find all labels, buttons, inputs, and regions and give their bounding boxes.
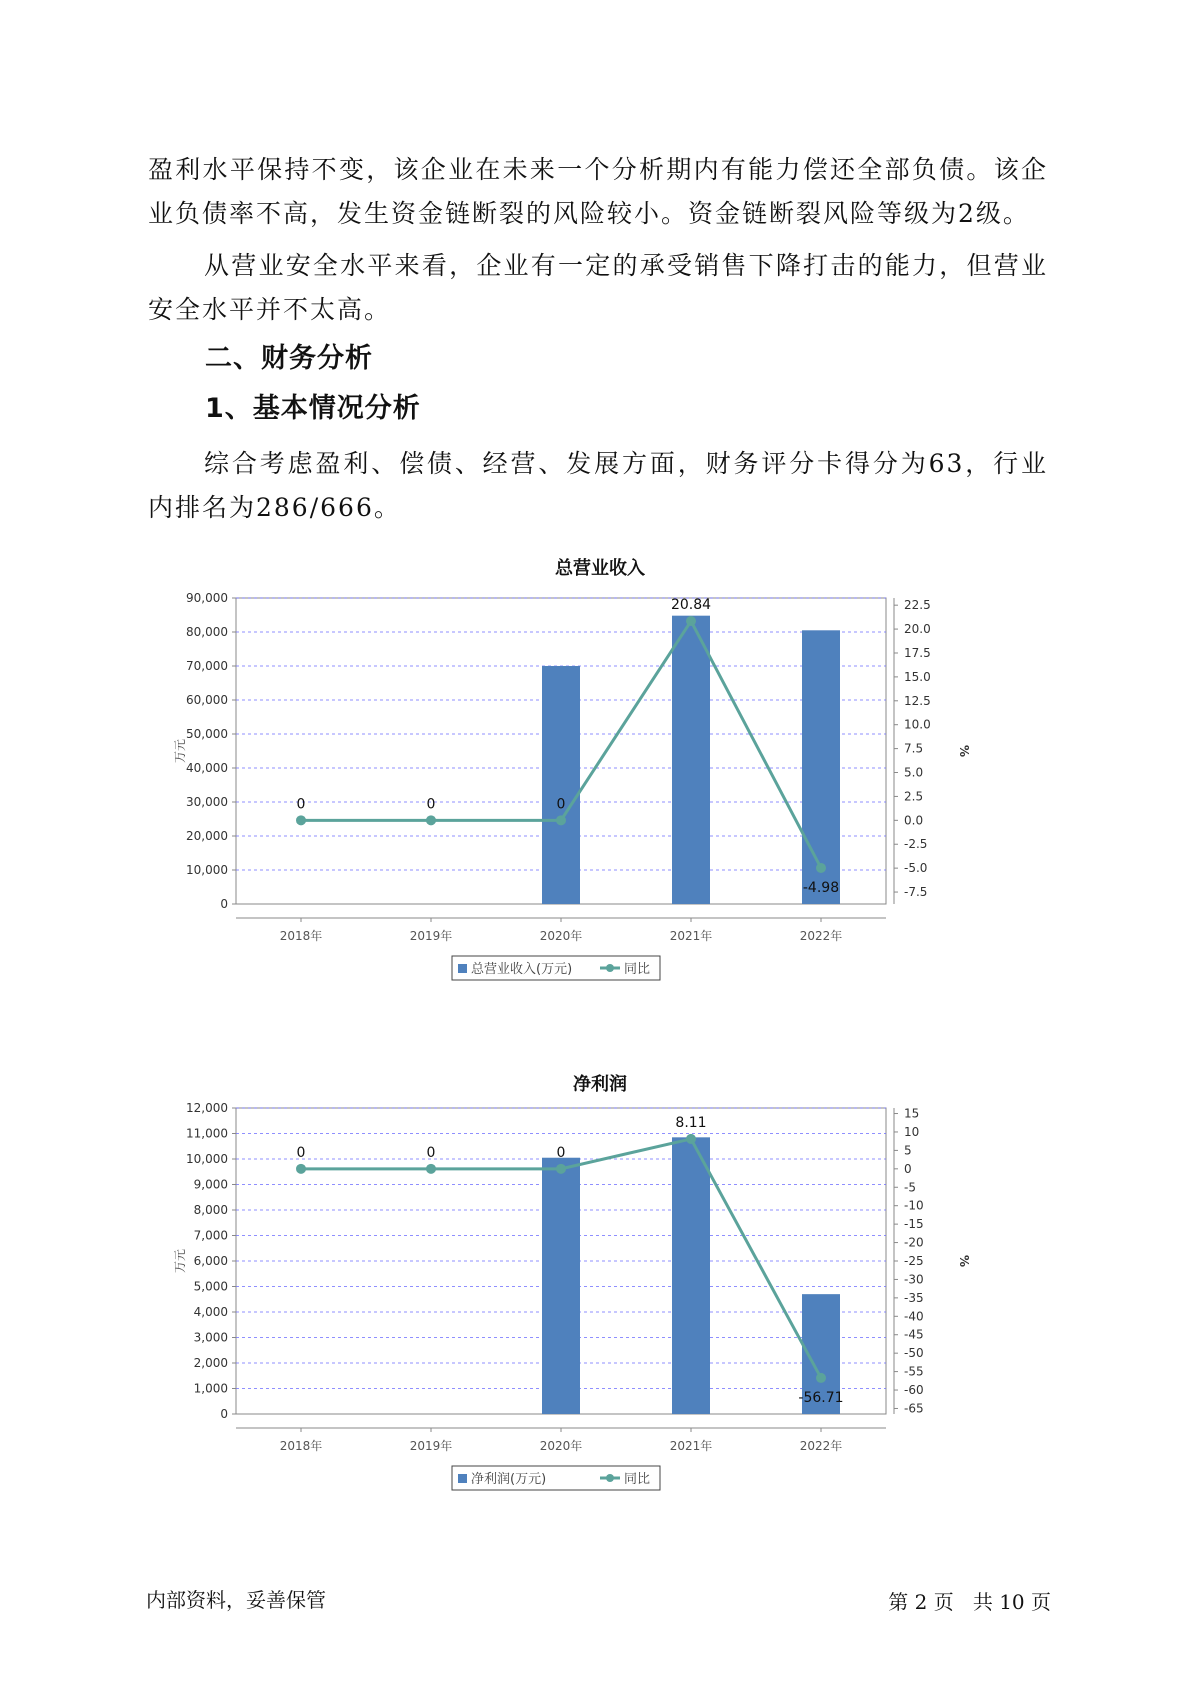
y-tick-label: 50,000 [186,727,228,741]
y-tick-label: 5,000 [193,1279,228,1294]
x-tick-label: 2018年 [279,929,323,943]
legend-line-marker [606,1474,614,1482]
y-tick-label: 4,000 [193,1305,228,1319]
y-axis-title: 万元 [173,738,187,764]
data-label: -4.98 [802,879,840,896]
y2-tick-label: -65 [904,1401,924,1416]
y-tick-label: 30,000 [186,795,228,809]
data-label: 0 [296,796,306,813]
bar [802,630,840,904]
footer-page-prefix: 第 [888,1590,909,1614]
y-tick-label: 70,000 [186,659,228,673]
bar [542,666,580,904]
footer-page-unit: 页 [933,1590,954,1614]
y2-tick-label: 2.5 [904,789,924,804]
y2-tick-label: -50 [904,1346,924,1361]
y-tick-label: 10,000 [186,1152,228,1166]
subsection-heading: 1、基本情况分析 [205,393,421,424]
y-tick-label: 6,000 [193,1254,228,1268]
y2-axis-title: % [957,744,971,758]
y2-tick-label: -2.5 [904,837,928,852]
footer-total-pages: 10 [999,1590,1025,1614]
data-label: 0 [556,796,566,813]
y-tick-label: 12,000 [186,1101,228,1115]
y2-tick-label: 0 [904,1161,912,1176]
line-point [686,1134,696,1144]
line-point [686,616,696,626]
legend-bar-swatch [458,964,467,973]
legend-line-label: 同比 [624,962,651,977]
chart-title-net-profit: 净利润 [573,1074,627,1095]
y2-tick-label: 10 [904,1124,920,1139]
chart-net-profit [170,1100,1030,1560]
x-tick-label: 2019年 [409,929,453,943]
y2-tick-label: 10.0 [904,717,931,732]
data-label: 8.11 [675,1114,707,1131]
section-heading: 二、财务分析 [205,343,373,374]
footer-page-number: 2 [914,1590,928,1614]
y2-tick-label: 15 [904,1106,920,1121]
y-tick-label: 8,000 [193,1203,228,1217]
chart-title-revenue: 总营业收入 [555,558,645,579]
x-tick-label: 2021年 [669,929,713,943]
y2-tick-label: -10 [904,1198,924,1213]
paragraph-operating-safety: 从营业安全水平来看，企业有一定的承受销售下降打击的能力，但营业安全水平并不太高。 [148,251,1048,324]
y2-tick-label: -35 [904,1290,924,1305]
line-point [296,1164,306,1174]
line-point [426,1164,436,1174]
x-tick-label: 2019年 [409,1439,453,1453]
y2-tick-label: -5 [904,1180,916,1195]
x-tick-label: 2020年 [539,929,583,943]
y-axis-title: 万元 [173,1248,187,1274]
y-tick-label: 1,000 [193,1381,228,1396]
legend [452,1466,660,1490]
y2-tick-label: 12.5 [904,693,931,708]
y2-tick-label: -20 [904,1235,924,1250]
line-point [556,815,566,825]
paragraph-solvency: 盈利水平保持不变，该企业在未来一个分析期内有能力偿还全部负债。该企业负债率不高，发生资金链断裂的风险较小。资金链断裂风险等级为2级。 [148,155,1048,228]
data-label: 0 [296,1144,306,1161]
y-tick-label: 0 [220,897,228,911]
y2-tick-label: -15 [904,1217,924,1232]
legend-bar-swatch [458,1474,467,1483]
y2-tick-label: -5.0 [904,861,928,876]
y2-tick-label: -40 [904,1309,924,1324]
y2-tick-label: 17.5 [904,645,931,660]
legend [452,956,660,980]
x-tick-label: 2022年 [799,1439,843,1453]
line-point [296,815,306,825]
y2-tick-label: -45 [904,1327,924,1342]
footer-total-unit: 页 [1031,1590,1051,1614]
y2-tick-label: -25 [904,1254,924,1268]
x-tick-label: 2020年 [539,1439,583,1453]
legend-bar-label: 净利润(万元) [471,1472,547,1487]
data-label: -56.71 [798,1389,844,1406]
line-point [816,1373,826,1383]
data-label: 0 [556,1144,566,1161]
line-point [816,863,826,873]
x-tick-label: 2021年 [669,1439,713,1453]
y-tick-label: 0 [220,1407,228,1421]
bar [672,1137,710,1414]
y2-tick-label: 20.0 [904,622,931,637]
footer-page-info [888,1586,1051,1615]
y-tick-label: 80,000 [186,625,228,639]
y-tick-label: 3,000 [193,1330,228,1345]
y2-tick-label: 0.0 [904,813,924,828]
data-label: 0 [426,796,436,813]
y2-tick-label: 5 [904,1143,912,1158]
y2-tick-label: -30 [904,1272,924,1287]
footer-confidential: 内部资料，妥善保管 [146,1588,326,1612]
y2-tick-label: -55 [904,1364,924,1379]
line-point [426,815,436,825]
y-tick-label: 90,000 [186,591,228,605]
paragraph-score: 综合考虑盈利、偿债、经营、发展方面，财务评分卡得分为63，行业内排名为286/666。 [148,449,1048,522]
y-tick-label: 2,000 [193,1356,228,1370]
y-tick-label: 9,000 [193,1177,228,1192]
legend-bar-label: 总营业收入(万元) [471,962,573,977]
chart-revenue [170,590,1030,1050]
x-tick-label: 2018年 [279,1439,323,1453]
y-tick-label: 11,000 [186,1126,228,1141]
y2-tick-label: -7.5 [904,885,928,900]
y2-axis-title: % [957,1254,971,1268]
data-label: 0 [426,1144,436,1161]
y2-tick-label: 7.5 [904,741,924,756]
bar [542,1158,580,1414]
y2-tick-label: 22.5 [904,598,931,613]
legend-line-label: 同比 [624,1472,651,1487]
data-label: 20.84 [670,597,712,614]
footer-total-prefix: 共 [972,1590,993,1614]
y-tick-label: 60,000 [186,693,228,707]
y2-tick-label: 15.0 [904,669,931,684]
line-point [556,1164,566,1174]
y-tick-label: 20,000 [186,829,228,843]
y-tick-label: 10,000 [186,863,228,877]
y2-tick-label: -60 [904,1383,924,1398]
y-tick-label: 7,000 [193,1228,228,1243]
legend-line-marker [606,964,614,972]
x-tick-label: 2022年 [799,929,843,943]
bar [672,616,710,904]
y-tick-label: 40,000 [186,761,228,775]
y2-tick-label: 5.0 [904,765,924,780]
